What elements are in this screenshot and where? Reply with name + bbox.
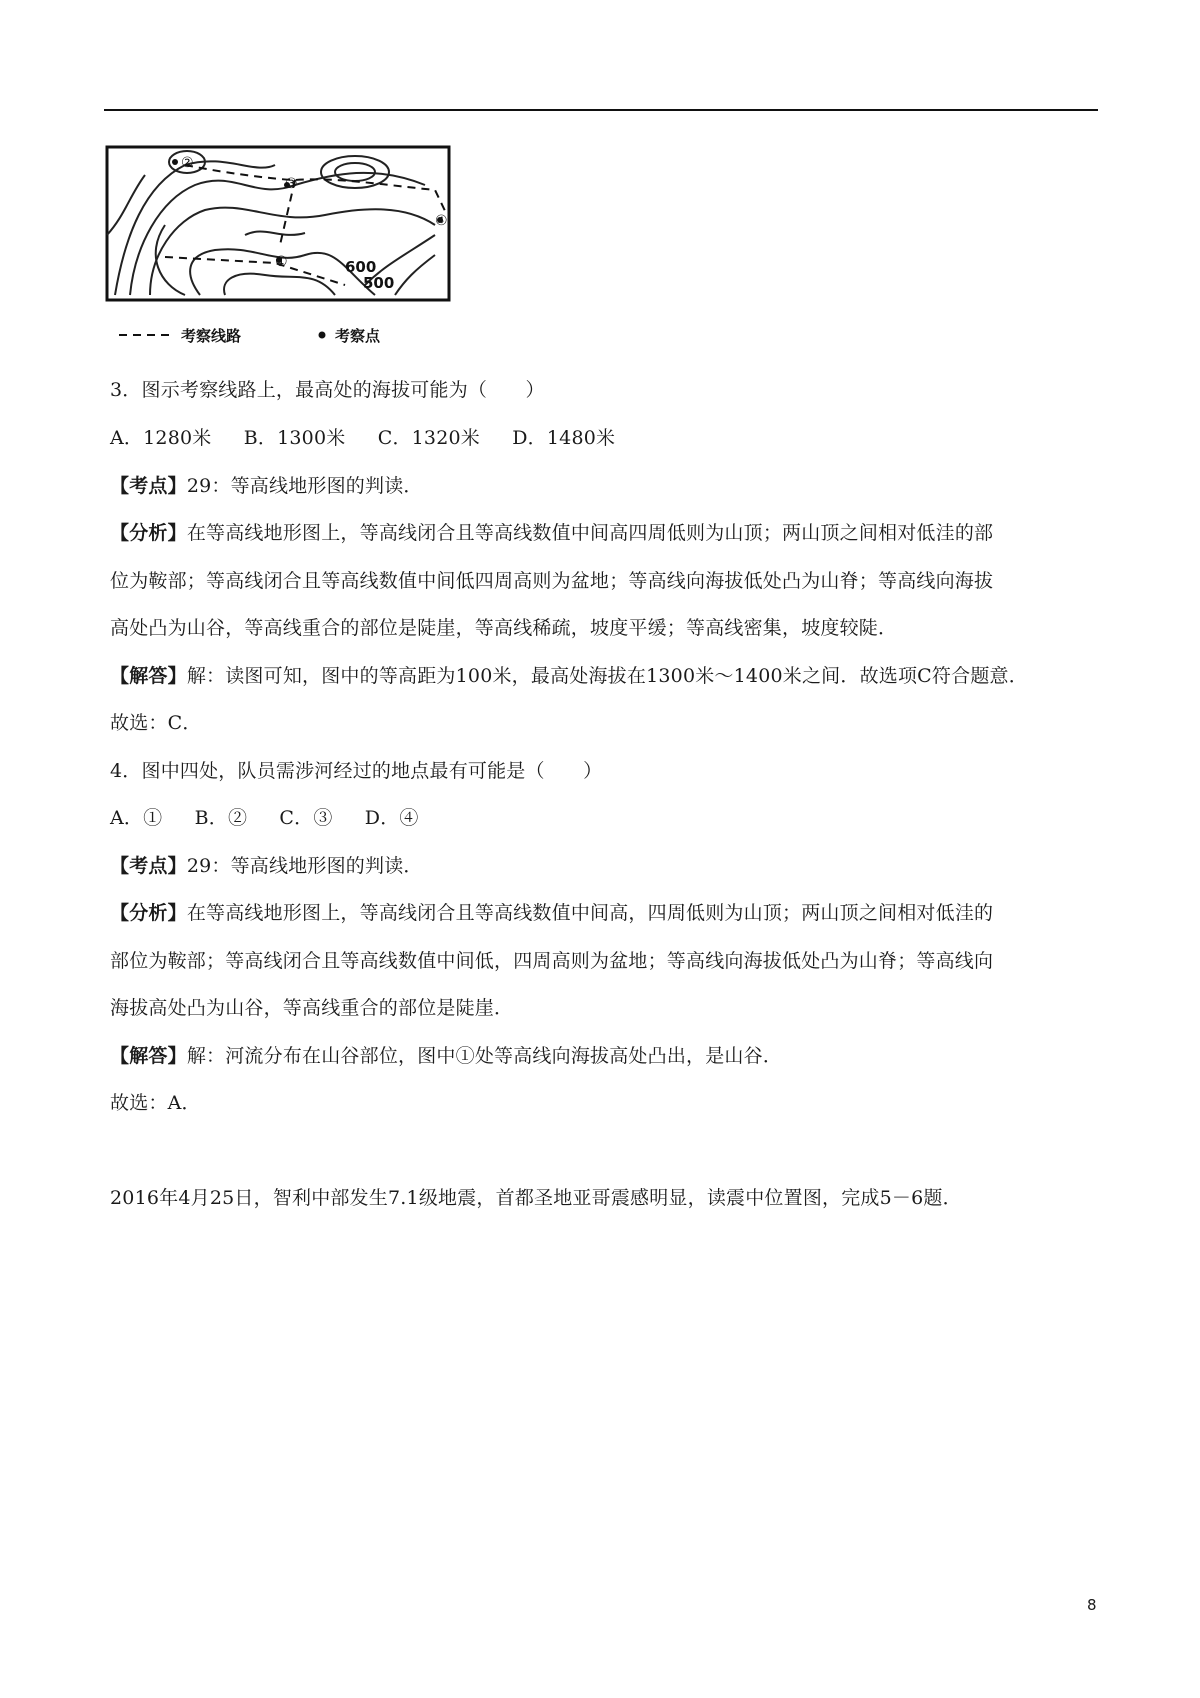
q4-options	[110, 806, 445, 830]
q4-option-c: C．③	[279, 807, 333, 829]
survey-point-2	[172, 159, 178, 165]
q4-option-d: D．④	[364, 807, 419, 829]
intro-5-6: 2016年4月25日，智利中部发生7.1级地震，首都圣地亚哥震感明显，读震中位置图，完成5－6题．	[110, 1187, 962, 1209]
contour-label-600: 600	[345, 258, 377, 276]
legend-point-label: 考察点	[335, 327, 381, 345]
contour-map-figure	[105, 145, 457, 357]
q3-fenxi-tag: 【分析】	[110, 522, 187, 544]
q4-fenxi-tag: 【分析】	[110, 902, 187, 924]
q3-jieda	[110, 664, 1028, 688]
q4-question: 4．图中四处，队员需涉河经过的地点最有可能是（ ）	[110, 760, 603, 782]
q3-kaodian	[110, 474, 423, 498]
q4-kaodian-tag: 【考点】	[110, 855, 187, 877]
header-rule	[104, 109, 1098, 111]
q4-jieda	[110, 1044, 782, 1068]
q3-option-a: A．1280米	[110, 427, 212, 449]
q3-jieda-tag: 【解答】	[110, 665, 187, 687]
q3-option-b: B．1300米	[243, 427, 346, 449]
point-label-3: ③	[285, 176, 298, 192]
q3-option-c: C．1320米	[377, 427, 480, 449]
q3-fenxi-line2: 位为鞍部；等高线闭合且等高线数值中间低四周高则为盆地；等高线向海拔低处凸为山脊；等高线向海拔	[110, 570, 994, 592]
q4-fenxi-line3: 海拔高处凸为山谷，等高线重合的部位是陡崖．	[110, 997, 514, 1019]
point-label-4: ④	[435, 213, 448, 229]
point-label-2: ②	[181, 155, 194, 171]
q4-fenxi-line1: 在等高线地形图上，等高线闭合且等高线数值中间高，四周低则为山顶；两山顶之间相对低洼的	[186, 902, 994, 924]
q4-jieda-text: 解：河流分布在山谷部位，图中①处等高线向海拔高处凸出，是山谷．	[186, 1045, 783, 1067]
page-number: 8	[1087, 1596, 1097, 1614]
q3-fenxi	[110, 521, 993, 545]
q3-fenxi-line1: 在等高线地形图上，等高线闭合且等高线数值中间高四周低则为山顶；两山顶之间相对低洼的部	[186, 522, 994, 544]
contour-label-500: 500	[363, 274, 395, 292]
q4-answer: 故选：A．	[110, 1092, 201, 1114]
q3-fenxi-line3: 高处凸为山谷，等高线重合的部位是陡崖，等高线稀疏，坡度平缓；等高线密集，坡度较陡．	[110, 617, 898, 639]
point-label-1: ①	[275, 254, 288, 270]
q3-kaodian-text: 29：等高线地形图的判读．	[186, 475, 423, 497]
q3-answer: 故选：C．	[110, 712, 202, 734]
q4-fenxi-line2: 部位为鞍部；等高线闭合且等高线数值中间低，四周高则为盆地；等高线向海拔低处凸为山脊；等高线向	[110, 950, 994, 972]
legend-route-label: 考察线路	[181, 327, 242, 345]
q4-option-b: B．②	[194, 807, 248, 829]
legend-point-dot	[319, 332, 326, 339]
q3-kaodian-tag: 【考点】	[110, 475, 187, 497]
q3-question: 3．图示考察线路上，最高处的海拔可能为（ ）	[110, 379, 545, 401]
q4-kaodian	[110, 854, 423, 878]
q4-fenxi	[110, 901, 993, 925]
q4-option-a: A．①	[110, 807, 163, 829]
q3-options	[110, 426, 641, 450]
q4-jieda-tag: 【解答】	[110, 1045, 187, 1067]
q3-option-d: D．1480米	[512, 427, 616, 449]
contour-map	[105, 145, 457, 357]
q4-kaodian-text: 29：等高线地形图的判读．	[186, 855, 423, 877]
q3-jieda-text: 解：读图可知，图中的等高距为100米，最高处海拔在1300米～1400米之间．故选项C符合题意．	[186, 665, 1028, 687]
